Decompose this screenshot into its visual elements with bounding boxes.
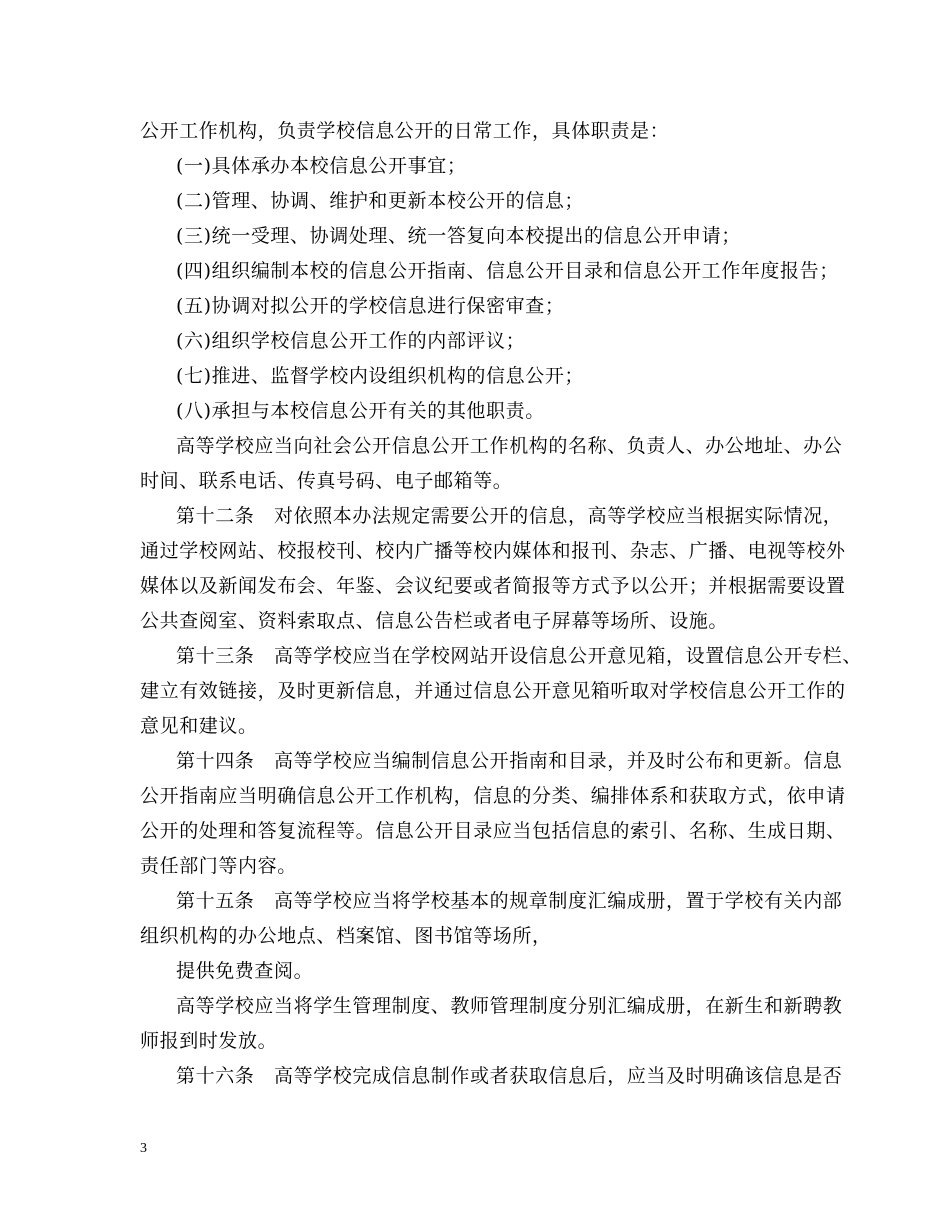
text-line: (三)统一受理、协调处理、统一答复向本校提出的信息公开申请；: [176, 225, 741, 247]
text-line: 建立有效链接，及时更新信息，并通过信息公开意见箱听取对学校信息公开工作的: [140, 680, 846, 702]
text-line: 时间、联系电话、传真号码、电子邮箱等。: [140, 470, 513, 492]
text-line: 第十六条 高等学校完成信息制作或者获取信息后，应当及时明确该信息是否: [176, 1065, 843, 1087]
text-line: 高等学校应当将学生管理制度、教师管理制度分别汇编成册，在新生和新聘教: [176, 995, 843, 1017]
text-line: 高等学校应当向社会公开信息公开工作机构的名称、负责人、办公地址、办公: [176, 435, 843, 457]
text-line: 第十四条 高等学校应当编制信息公开指南和目录，并及时公布和更新。信息: [176, 750, 843, 772]
text-line: 公开的处理和答复流程等。信息公开目录应当包括信息的索引、名称、生成日期、: [140, 820, 846, 842]
text-line: 公开指南应当明确信息公开工作机构，信息的分类、编排体系和获取方式，依申请: [140, 785, 846, 807]
text-line: 第十二条 对依照本办法规定需要公开的信息，高等学校应当根据实际情况，: [176, 505, 843, 527]
text-line: (七)推进、监督学校内设组织机构的信息公开；: [176, 365, 585, 387]
text-line: 师报到时发放。: [140, 1030, 278, 1052]
text-line: (二)管理、协调、维护和更新本校公开的信息；: [176, 190, 585, 212]
text-line: (一)具体承办本校信息公开事宜；: [176, 155, 467, 177]
text-line: 公共查阅室、资料索取点、信息公告栏或者电子屏幕等场所、设施。: [140, 610, 729, 632]
text-line: (六)组织学校信息公开工作的内部评议；: [176, 330, 526, 352]
text-line: 提供免费查阅。: [176, 960, 314, 982]
text-line: 组织机构的办公地点、档案馆、图书馆等场所，: [140, 925, 552, 947]
text-line: 第十五条 高等学校应当将学校基本的规章制度汇编成册，置于学校有关内部: [176, 890, 843, 912]
page-number: 3: [140, 1141, 147, 1156]
text-line: (八)承担与本校信息公开有关的其他职责。: [176, 400, 545, 422]
text-line: 第十三条 高等学校应当在学校网站开设信息公开意见箱，设置信息公开专栏、: [176, 645, 863, 667]
text-line: (五)协调对拟公开的学校信息进行保密审查；: [176, 295, 565, 317]
text-line: 意见和建议。: [140, 715, 258, 737]
text-line: 公开工作机构，负责学校信息公开的日常工作，具体职责是：: [140, 120, 670, 142]
text-line: (四)组织编制本校的信息公开指南、信息公开目录和信息公开工作年度报告；: [176, 260, 839, 282]
text-line: 媒体以及新闻发布会、年鉴、会议纪要或者简报等方式予以公开；并根据需要设置: [140, 575, 846, 597]
text-line: 通过学校网站、校报校刊、校内广播等校内媒体和报刊、杂志、广播、电视等校外: [140, 540, 846, 562]
text-line: 责任部门等内容。: [140, 855, 297, 877]
